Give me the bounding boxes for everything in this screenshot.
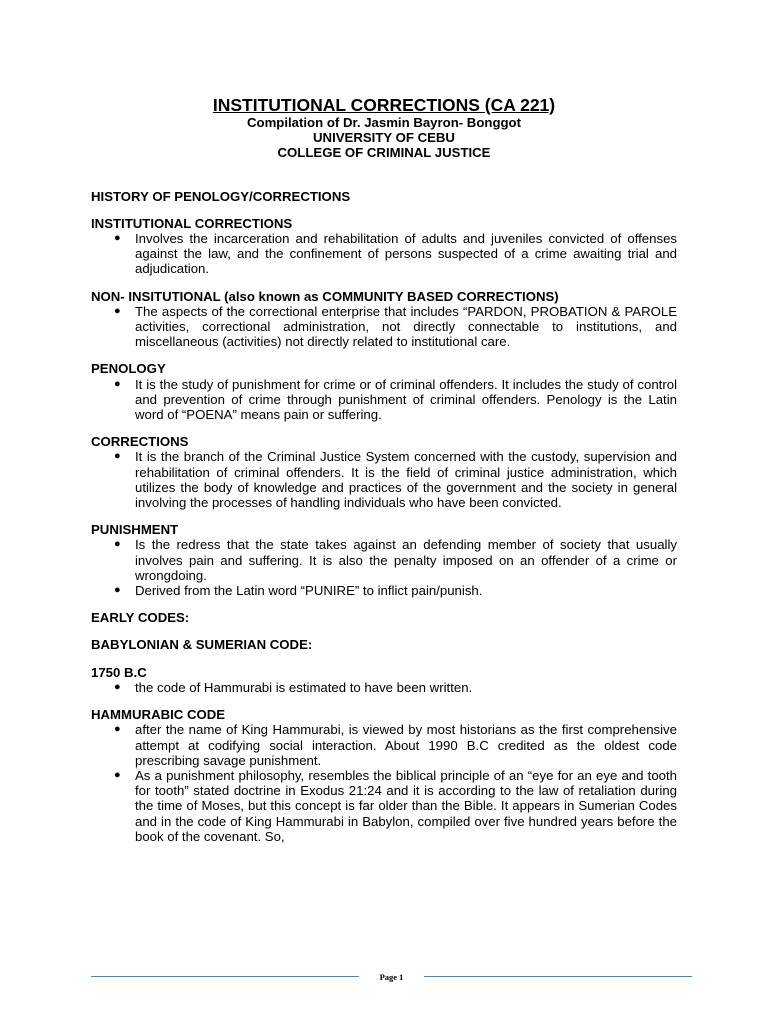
section-heading: NON- INSITUTIONAL (also known as COMMUNITY BASED CORRECTIONS)	[91, 288, 559, 304]
section	[91, 189, 677, 204]
bullet-list	[91, 304, 677, 350]
bullet-item	[91, 304, 677, 350]
section	[91, 361, 677, 422]
section	[91, 707, 677, 844]
bullet-list	[91, 537, 677, 598]
section-heading: PENOLOGY	[91, 361, 166, 377]
section-heading: PUNISHMENT	[91, 522, 179, 538]
section	[91, 289, 677, 350]
section	[91, 434, 677, 510]
document-body	[91, 189, 677, 844]
university-name: UNIVERSITY OF CEBU	[313, 130, 455, 146]
bullet-text: It is the study of punishment for crime or of criminal offenders. It includes the study of control and prevention of crime through punishment of criminal offenders. Penology is the Latin word of “POENA” means pain or suffering.	[135, 376, 677, 423]
bullet-item	[91, 680, 677, 695]
bullet-text: The aspects of the correctional enterprise that includes “PARDON, PROBATION & PAROLE activities, correctional administration, not directly connectable to institutions, and miscellaneous (activities) not directly related to institutional care.	[135, 303, 677, 350]
bullet-list	[91, 722, 677, 844]
bullet-icon: ●	[114, 538, 121, 551]
section-heading: INSTITUTIONAL CORRECTIONS	[91, 215, 293, 231]
bullet-text: As a punishment philosophy, resembles the biblical principle of an “eye for an eye and tooth for tooth” stated doctrine in Exodus 21:24 and it is according to the law of retaliation during the time of Moses, but this concept is far older than the Bible. It appears in Sumerian Codes and in the code of King Hammurabi in Babylon, compiled over five hundred years before the book of the covenant. So,	[135, 767, 677, 844]
bullet-item	[91, 449, 677, 510]
bullet-icon: ●	[114, 584, 121, 597]
section	[91, 665, 677, 695]
bullet-icon: ●	[114, 723, 121, 736]
bullet-item	[91, 768, 677, 844]
section	[91, 522, 677, 598]
compilation-line: Compilation of Dr. Jasmin Bayron- Bonggot	[246, 115, 521, 130]
section	[91, 216, 677, 277]
section-heading: 1750 B.C	[91, 664, 147, 680]
bullet-item	[91, 377, 677, 423]
bullet-text: after the name of King Hammurabi, is viewed by most historians as the first comprehensive attempt at codifying social interaction. About 1990 B.C credited as the oldest code prescribing savage punishment.	[135, 722, 677, 768]
section-heading: HISTORY OF PENOLOGY/CORRECTIONS	[91, 188, 351, 204]
bullet-icon: ●	[114, 304, 121, 317]
document-title: INSTITUTIONAL CORRECTIONS (CA 221)	[212, 95, 556, 115]
section-heading: EARLY CODES:	[91, 610, 190, 626]
bullet-item	[91, 231, 677, 277]
bullet-list	[91, 377, 677, 423]
bullet-icon: ●	[114, 232, 121, 245]
bullet-text: It is the branch of the Criminal Justice System concerned with the custody, supervision and rehabilitation of criminal offenders. It is the field of criminal justice administration, which utilizes the body of knowledge and practices of the government and the society in general involving the processes of handling individuals who have been convicted.	[135, 449, 677, 511]
bullet-icon: ●	[114, 377, 121, 390]
bullet-text: Is the redress that the state takes against an defending member of society that usually involves pain and suffering. It is also the penalty imposed on an offender of a crime or wrongdoing.	[135, 537, 677, 583]
page-number: Page 1	[379, 972, 404, 982]
page-footer	[91, 970, 692, 984]
bullet-icon: ●	[114, 768, 121, 781]
section	[91, 610, 677, 625]
bullet-item	[91, 583, 677, 598]
bullet-list	[91, 680, 677, 695]
section	[91, 637, 677, 652]
section-heading: BABYLONIAN & SUMERIAN CODE:	[91, 637, 313, 653]
college-name: COLLEGE OF CRIMINAL JUSTICE	[277, 145, 491, 161]
bullet-list	[91, 449, 677, 510]
bullet-item	[91, 722, 677, 768]
footer-rule-right	[424, 976, 692, 977]
bullet-icon: ●	[114, 680, 121, 693]
section-heading: CORRECTIONS	[91, 434, 189, 450]
section-heading: HAMMURABIC CODE	[91, 707, 226, 723]
bullet-text: the code of Hammurabi is estimated to have been written.	[135, 679, 473, 695]
bullet-item	[91, 537, 677, 583]
bullet-text: Involves the incarceration and rehabilitation of adults and juveniles convicted of offenses against the law, and the confinement of persons suspected of a crime awaiting trial and adjudication.	[135, 231, 677, 277]
bullet-text: Derived from the Latin word “PUNIRE” to inflict pain/punish.	[135, 583, 483, 599]
bullet-icon: ●	[114, 450, 121, 463]
bullet-list	[91, 231, 677, 277]
